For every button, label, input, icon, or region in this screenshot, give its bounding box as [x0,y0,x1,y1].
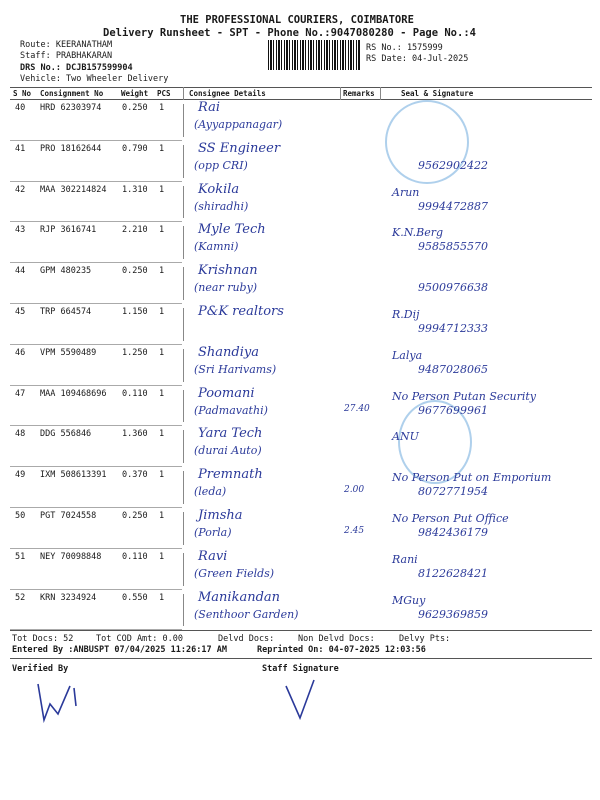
row-phone: 8122628421 [418,566,488,580]
row-divider [183,226,184,259]
row-consignee-area: (Padmavathi) [194,403,268,417]
col-consignee: Consignee Details [189,89,266,98]
row-separator [10,262,182,263]
row-pcs: 1 [159,184,165,195]
barcode [268,40,360,70]
row-sno: 51 [15,551,26,562]
row-pcs: 1 [159,551,165,562]
row-consignment-no: TRP 664574 [40,307,92,317]
total-docs: Tot Docs: 52 [12,634,74,644]
row-separator [10,344,182,345]
row-consignment-no: PGT 7024558 [40,511,97,521]
row-consignee-name: Ravi [198,548,228,564]
row-divider [183,186,184,219]
row-pcs: 1 [159,143,165,154]
row-phone: 9562902422 [418,158,488,172]
row-weight: 0.550 [122,592,148,603]
row-phone: 9842436179 [418,526,488,539]
delivered-docs: Delvd Docs: [218,634,275,644]
row-separator [10,466,182,467]
row-sno: 50 [15,511,26,521]
company-name: THE PROFESSIONAL COURIERS, COIMBATORE [180,14,414,26]
entered-by: Entered By :ANBUSPT 07/04/2025 11:26:17 AM [12,645,227,655]
delivery-points: Delvy Pts: [399,634,451,644]
row-consignee-name: Shandiya [198,344,259,360]
row-divider [183,104,184,137]
row-sno: 40 [15,103,26,113]
row-consignee-area: (Senthoor Garden) [194,607,299,621]
row-pcs: 1 [159,388,165,399]
row-sign: Rani [392,552,418,566]
row-sign: Arun [392,185,420,199]
row-sign: No Person Put on Emporium [392,471,552,485]
row-divider [183,308,184,341]
row-pcs: 1 [159,592,165,603]
row-consignment-no: VPM 5590489 [40,347,97,358]
row-sign: MGuy [392,593,426,607]
row-remarks: 2.45 [344,526,365,536]
row-consignment-no: DDG 556846 [40,429,92,440]
row-sign: K.N.Berg [392,226,444,240]
row-sno: 49 [15,470,26,481]
row-sign: R.Dij [392,308,420,321]
row-divider [183,512,184,545]
row-divider [183,390,184,423]
row-separator [10,140,182,141]
row-sno: 44 [15,266,26,277]
staff-signature [280,676,340,726]
row-consignment-no: GPM 480235 [40,266,92,277]
row-consignee-area: (Porla) [194,526,232,539]
row-consignee-name: P&K realtors [198,304,284,319]
row-remarks: 27.40 [344,403,370,414]
row-pcs: 1 [159,511,165,521]
col-seal-signature: Seal & Signature [401,89,474,98]
row-consignee-name: Manikandan [198,589,281,605]
row-weight: 0.790 [122,143,148,154]
col-weight: Weight [121,89,149,98]
row-phone: 9677699961 [418,403,488,417]
row-consignment-no: HRD 62303974 [40,103,102,113]
col-consignment: Consignment No [40,89,104,98]
row-sno: 47 [15,388,26,399]
row-sign: ANU [392,430,419,444]
row-sno: 48 [15,429,26,440]
row-consignee-area: (Sri Harivams) [194,362,277,376]
staff-signature-label: Staff Signature [262,664,339,674]
col-remarks: Remarks [343,89,375,98]
row-consignment-no: MAA 109468696 [40,388,107,399]
row-phone: 9629369859 [418,607,488,621]
row-consignee-name: Premnath [198,467,263,483]
row-divider [183,553,184,586]
row-consignee-name: Yara Tech [198,426,263,442]
staff-label: Staff: PRABHAKARAN [20,51,113,61]
row-separator [10,507,182,508]
row-divider [183,430,184,463]
row-separator [10,303,182,304]
row-phone: 9500976638 [418,281,488,295]
row-consignee-area: (Kamni) [194,240,239,254]
row-consignee-area: (leda) [194,485,227,499]
row-weight: 2.210 [122,225,148,236]
row-consignee-area: (Green Fields) [194,566,275,580]
row-sno: 42 [15,184,26,195]
verified-by-label: Verified By [12,664,69,674]
row-weight: 0.250 [122,266,148,277]
row-pcs: 1 [159,103,165,113]
drs-number: DRS No.: DCJB157599904 [20,63,133,73]
row-consignee-name: SS Engineer [198,140,281,156]
row-sno: 46 [15,347,26,358]
row-divider [183,471,184,504]
reprinted-on: Reprinted On: 04-07-2025 12:03:56 [257,645,426,655]
route-label: Route: KEERANATHAM [20,40,113,50]
vehicle-label: Vehicle: Two Wheeler Delivery [20,74,169,84]
row-separator [10,385,182,386]
row-phone: 9994712333 [418,322,488,335]
row-pcs: 1 [159,225,165,236]
row-divider [183,267,184,300]
row-consignee-name: Krishnan [198,263,258,279]
row-weight: 1.310 [122,184,148,195]
row-separator [10,425,182,426]
row-divider [183,145,184,178]
row-consignment-no: NEY 70098848 [40,551,102,562]
row-consignment-no: RJP 3616741 [40,225,97,236]
total-cod: Tot COD Amt: 0.00 [96,634,183,644]
rs-date: RS Date: 04-Jul-2025 [366,54,469,64]
row-consignment-no: MAA 302214824 [40,184,107,195]
row-consignee-name: Myle Tech [198,222,266,238]
row-weight: 0.250 [122,511,148,521]
row-consignee-area: (Ayyappanagar) [194,118,283,131]
row-consignee-name: Poomani [198,385,255,401]
row-phone: 8072771954 [418,485,488,499]
row-pcs: 1 [159,429,165,440]
row-remarks: 2.00 [344,485,365,496]
row-consignment-no: PRO 18162644 [40,143,102,154]
row-pcs: 1 [159,307,165,317]
row-consignee-area: (durai Auto) [194,444,262,458]
row-consignee-area: (shiradhi) [194,199,249,213]
col-pcs: PCS [157,89,171,98]
row-phone: 9994472887 [418,199,488,213]
row-weight: 0.110 [122,551,148,562]
row-divider [183,349,184,382]
row-pcs: 1 [159,347,165,358]
row-weight: 0.250 [122,103,148,113]
row-consignment-no: KRN 3234924 [40,592,97,603]
row-separator [10,181,182,182]
row-weight: 1.150 [122,307,148,317]
row-consignee-name: Jimsha [198,508,243,523]
row-sno: 43 [15,225,26,236]
row-sno: 45 [15,307,26,317]
row-separator [10,589,182,590]
row-sign: No Person Putan Security [392,389,537,403]
row-consignment-no: IXM 508613391 [40,470,107,481]
row-weight: 0.370 [122,470,148,481]
row-weight: 1.360 [122,429,148,440]
row-separator [10,221,182,222]
non-delivered-docs: Non Delvd Docs: [298,634,375,644]
runsheet-title: Delivery Runsheet - SPT - Phone No.:9047080280 - Page No.:4 [103,27,476,39]
verified-signature [30,676,110,726]
row-consignee-area: (opp CRI) [194,158,248,172]
row-sno: 41 [15,143,26,154]
row-consignee-name: Rai [198,100,220,115]
row-divider [183,594,184,627]
row-separator [10,548,182,549]
row-weight: 1.250 [122,347,148,358]
row-consignee-name: Kokila [198,181,240,197]
row-phone: 9585855570 [418,240,488,254]
col-sno: S No [13,89,32,98]
row-pcs: 1 [159,266,165,277]
row-consignee-area: (near ruby) [194,281,258,295]
row-sno: 52 [15,592,26,603]
row-sign: No Person Put Office [392,512,509,525]
row-phone: 9487028065 [418,362,488,376]
rs-number: RS No.: 1575999 [366,43,443,53]
row-weight: 0.110 [122,388,148,399]
row-pcs: 1 [159,470,165,481]
row-sign: Lalya [392,348,423,362]
